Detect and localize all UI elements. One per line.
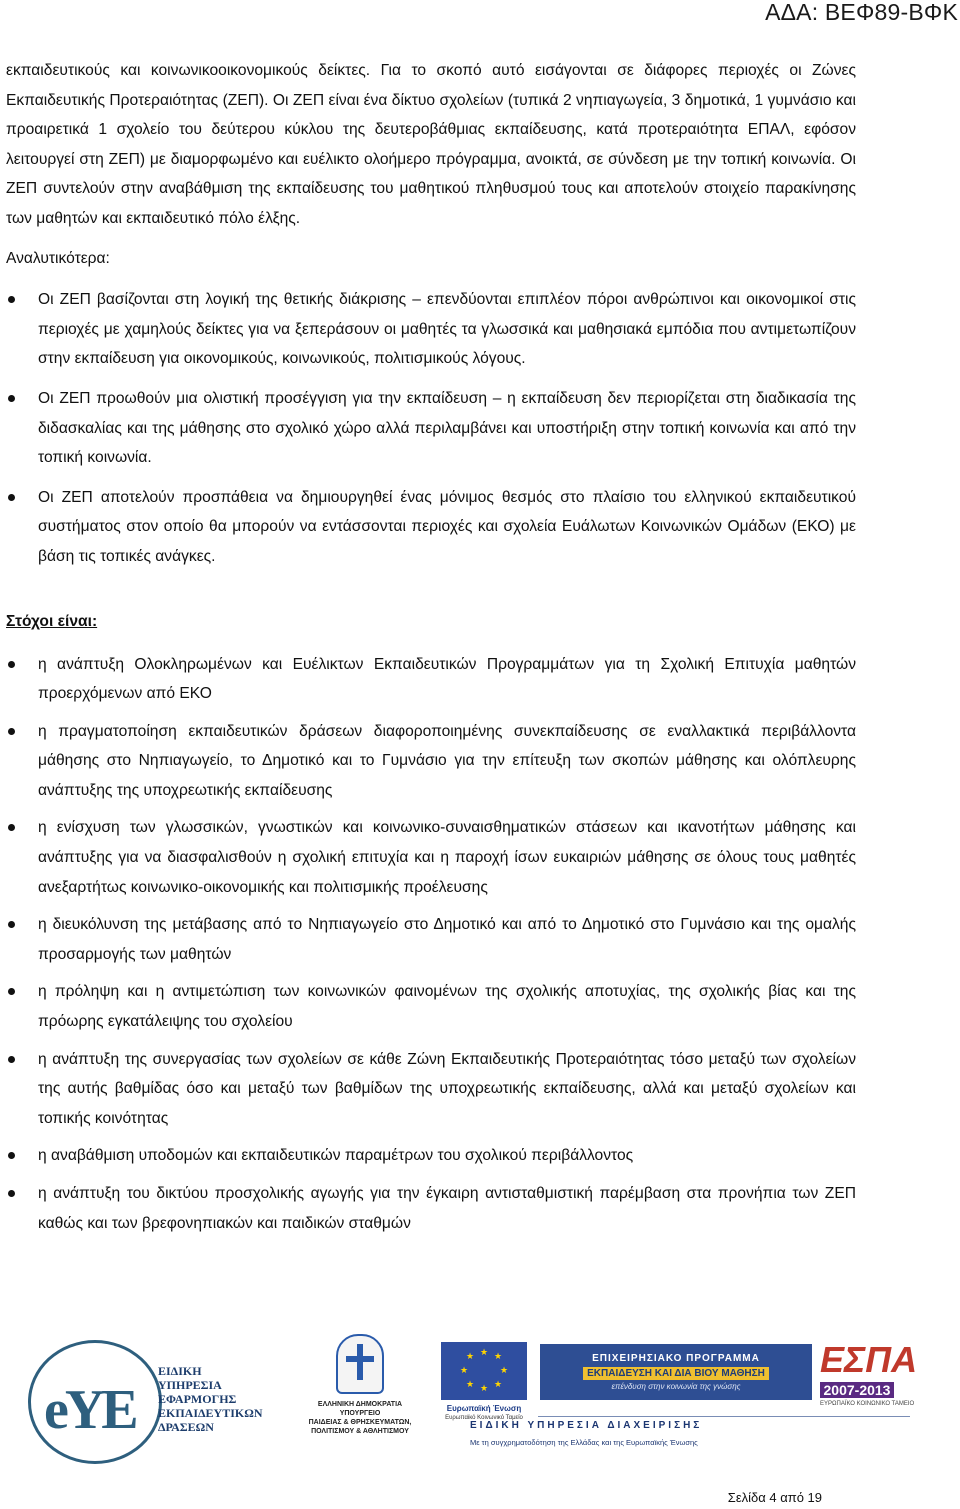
intro-section xyxy=(6,56,856,273)
eu-logo: ★ ★ ★ ★ ★ ★ ★ ★ Ευρωπαϊκή Ένωση Ευρωπαϊκό Κοινωνικό Ταμείο xyxy=(438,1342,530,1422)
list-item: Οι ΖΕΠ αποτελούν προσπάθεια να δημιουργηθεί ένας μόνιμος θεσμός στο πλαίσιο του ελληνικού εκπαιδευτικού συστήματος στον οποίο θα μπορούν να εντάσσονται περιοχές και σχολεία Ευάλωτων Κοινωνικών Ομάδων (ΕΚΟ) με βάση τις τοπικές ανάγκες. xyxy=(38,488,856,565)
ministry-logo: ΕΛΛΗΝΙΚΗ ΔΗΜΟΚΡΑΤΙΑ ΥΠΟΥΡΓΕΙΟ ΠΑΙΔΕΙΑΣ & ΘΡΗΣΚΕΥΜΑΤΩΝ, ΠΟΛΙΤΙΣΜΟΥ & ΑΘΛΗΤΙΣΜΟΥ xyxy=(300,1334,420,1436)
list-item: η ανάπτυξη του δικτύου προσχολικής αγωγής για την έγκαιρη αντισταθμιστική παρέμβαση στα προνήπια των ΖΕΠ καθώς και των βρεφονηπιακών και παιδικών σταθμών xyxy=(38,1185,856,1232)
list-item: η ανάπτυξη Ολοκληρωμένων και Ευέλικτων Εκπαιδευτικών Προγραμμάτων για τη Σχολική Επιτυχία μαθητών προερχόμενων από ΕΚΟ xyxy=(38,655,856,703)
page-number: Σελίδα 4 από 19 xyxy=(727,1490,822,1505)
list-item: η πρόληψη και η αντιμετώπιση των κοινωνικών φαινομένων της σχολικής αποτυχίας, της σχολικής βίας και της πρόωρης εγκατάλειψης του σχολείου xyxy=(38,983,856,1031)
details-list xyxy=(6,285,856,571)
page-body xyxy=(6,56,856,1246)
eye-logo-text: ΕΙΔΙΚΗ ΥΠΗΡΕΣΙΑ ΕΦΑΡΜΟΓΗΣ ΕΚΠΑΙΔΕΥΤΙΚΩΝ ΔΡΑΣΕΩΝ xyxy=(158,1364,263,1434)
service-name: ΕΙΔΙΚΗ ΥΠΗΡΕΣΙΑ ΔΙΑΧΕΙΡΙΣΗΣ xyxy=(470,1420,703,1431)
list-item: η ενίσχυση των γλωσσικών, γνωστικών και κοινωνικο-συναισθηματικών στάσεων και ικανοτήτων μάθησης και ανάπτυξης για να διασφαλισθούν η σχολική επιτυχία και η παροχή ίσων ευκαιριών μάθησης σε όλους τους μαθητές ανεξαρτήτως κοινωνικο-οικονομικής και πολιτισμικής προέλευσης xyxy=(38,819,856,896)
eye-logo-letters: eYE xyxy=(44,1379,135,1441)
list-item: Οι ΖΕΠ βασίζονται στη λογική της θετικής διάκρισης – επενδύονται επιπλέον πόροι ανθρώπινοι και οικονομικοί στις περιοχές με χαμηλούς δείκτες για να ξεπεράσουν οι μαθητές τα γλωσσικά και μαθησιακά εμπόδια που αντιμετωπίζουν στην εκπαίδευση για οικονομικούς, κοινωνικούς, πολιτισμικούς λόγους. xyxy=(38,291,856,368)
eye-logo xyxy=(28,1340,268,1465)
logo-divider xyxy=(538,1416,910,1417)
goals-heading: Στόχοι είναι: xyxy=(6,612,98,630)
greek-crest-icon xyxy=(336,1334,384,1394)
document-code: ΑΔΑ: ΒΕΦ89-ΒΦΚ xyxy=(765,0,958,25)
list-item: η διευκόλυνση της μετάβασης από το Νηπιαγωγείο στο Δημοτικό και από το Δημοτικό στο Γυμνάσιο και της ομαλής προσαρμογής των μαθητών xyxy=(38,916,856,963)
cofunding-tagline: Με τη συγχρηματοδότηση της Ελλάδας και της Ευρωπαϊκής Ένωσης xyxy=(470,1438,698,1447)
goals-list xyxy=(6,650,856,1239)
list-item: η ανάπτυξη της συνεργασίας των σχολείων σε κάθε Ζώνη Εκπαιδευτικής Προτεραιότητας τόσο μεταξύ των σχολείων της αυτής βαθμίδας όσο και μεταξύ των βαθμίδων της υποχρεωτικής εκπαίδευσης, αλλά και μεταξύ σχολείων και τοπικής κοινότητας xyxy=(38,1050,856,1127)
detail-label: Αναλυτικότερα: xyxy=(6,249,110,267)
list-item: η αναβάθμιση υποδομών και εκπαιδευτικών παραμέτρων του σχολικού περιβάλλοντος xyxy=(38,1147,634,1165)
list-item: Οι ΖΕΠ προωθούν μια ολιστική προσέγγιση για την εκπαίδευση – η εκπαίδευση δεν περιορίζεται στη διαδικασία της διδασκαλίας και της μάθησης στο σχολικό χώρο αλλά περιλαμβάνει και υποστήριξη στην τοπική κοινωνία και από την τοπική κοινωνία. xyxy=(38,389,856,467)
sponsor-logos xyxy=(0,1322,960,1472)
list-item: η πραγματοποίηση εκπαιδευτικών δράσεων διαφοροποιημένης συνεκπαίδευσης σε εναλλακτικά περιβάλλοντα μάθησης στο Νηπιαγωγείο, το Δημοτικό και το Γυμνάσιο για την επίτευξη των σκοπών μάθησης και ολόπλευρης ανάπτυξης της υποχρεωτικής εκπαίδευσης xyxy=(38,722,856,799)
program-banner: ΕΠΙΧΕΙΡΗΣΙΑΚΟ ΠΡΟΓΡΑΜΜΑ ΕΚΠΑΙΔΕΥΣΗ ΚΑΙ ΔΙΑ ΒΙΟΥ ΜΑΘΗΣΗ επένδυση στην κοινωνία της γνώσης xyxy=(540,1344,812,1400)
espa-logo: ΕΣΠΑ 2007-2013 ΕΥΡΩΠΑΪΚΟ ΚΟΙΝΩΝΙΚΟ ΤΑΜΕΙΟ xyxy=(820,1339,918,1407)
intro-paragraph: εκπαιδευτικούς και κοινωνικοοικονομικούς δείκτες. Για το σκοπό αυτό εισάγονται σε διάφορες περιοχές οι Ζώνες Εκπαιδευτικής Προτεραιότητας (ΖΕΠ). Οι ΖΕΠ είναι ένα δίκτυο σχολείων (τυπικά 2 νηπιαγωγεία, 3 δημοτικά, 1 γυμνάσιο και προαιρετικά 1 σχολείο του δεύτερου κύκλου της δευτεροβάθμιας εκπαίδευσης, κατά προτεραιότητα ΕΠΑΛ, εφόσον λειτουργεί στη ΖΕΠ) με διαμορφωμένο και ευέλικτο ολοήμερο πρόγραμμα, ανοικτά, σε σύνδεση με την τοπική κοινωνία. Οι ΖΕΠ συντελούν στην αναβάθμιση της εκπαίδευσης του μαθητικού πληθυσμού τους και αποτελούν στοιχείο παρακίνησης των μαθητών και εκπαιδευτικό πόλο έλξης. xyxy=(6,62,856,227)
eu-flag-icon: ★ ★ ★ ★ ★ ★ ★ ★ xyxy=(441,1342,527,1400)
